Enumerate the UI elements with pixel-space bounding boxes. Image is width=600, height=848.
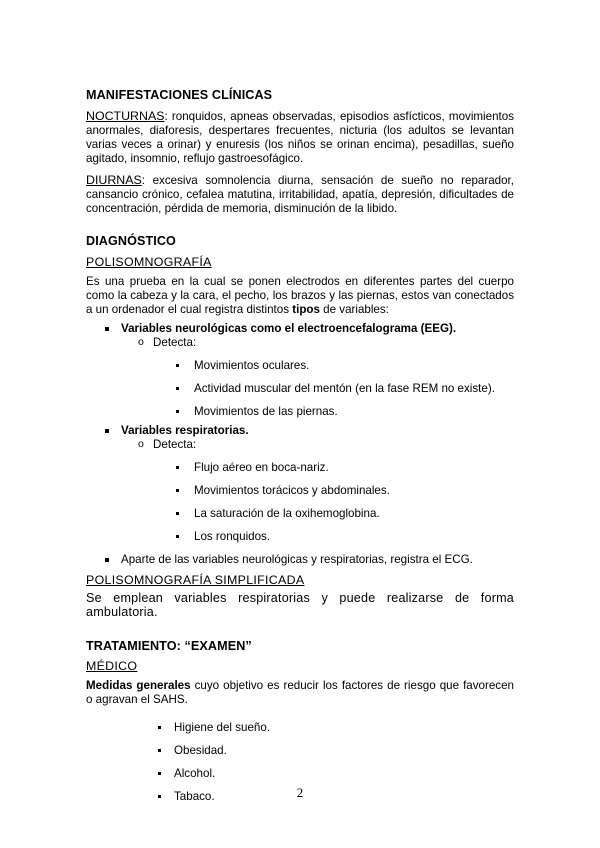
medidas-paragraph — [86, 679, 514, 707]
list-item-resp-2 — [86, 507, 514, 521]
resp-label: Variables respiratorias. — [121, 424, 249, 437]
medida-item-text: Tabaco. — [174, 790, 215, 803]
variables-list — [86, 322, 514, 567]
list-item-medida-1 — [86, 744, 514, 758]
list-item-neuro-0 — [86, 359, 514, 373]
list-item-resp-0 — [86, 461, 514, 475]
list-item-neuro — [86, 322, 514, 336]
resp-item-text: Flujo aéreo en boca-nariz. — [194, 461, 329, 474]
neuro-detecta: Detecta: — [153, 336, 197, 349]
list-item-resp — [86, 424, 514, 438]
neuro-label: Variables neurológicas como el electroencefalograma (EEG). — [121, 322, 457, 335]
list-item-resp-detecta — [86, 438, 514, 452]
document-page — [86, 88, 514, 813]
resp-item-text: Los ronquidos. — [194, 530, 271, 543]
tratamiento-heading: TRATAMIENTO: “EXAMEN” — [86, 639, 252, 653]
medida-item-text: Obesidad. — [174, 744, 227, 757]
medico-heading: MÉDICO — [86, 659, 138, 673]
medidas-bold: Medidas generales — [86, 679, 191, 692]
medidas-text: cuyo objetivo es reducir los factores de riesgo que favorecen o agravan el SAHS. — [86, 679, 514, 706]
list-item-neuro-2 — [86, 405, 514, 419]
resp-detecta: Detecta: — [153, 438, 197, 451]
page-number: 2 — [296, 785, 304, 800]
list-item-neuro-detecta — [86, 336, 514, 350]
nocturnas-paragraph — [86, 109, 514, 166]
diagnostico-heading: DIAGNÓSTICO — [86, 234, 176, 248]
intro-text-2: de variables: — [319, 303, 389, 316]
list-item-medida-2 — [86, 767, 514, 781]
polisomnografia-simplificada-heading: POLISOMNOGRAFÍA SIMPLIFICADA — [86, 573, 305, 587]
resp-item-text: Movimientos torácicos y abdominales. — [194, 484, 390, 497]
manifestaciones-heading: MANIFESTACIONES CLÍNICAS — [86, 88, 273, 102]
nocturnas-text: : ronquidos, apneas observadas, episodios asfícticos, movimientos anormales, diaforesis, despertares frecuentes, nicturia (los adultos se levantan varias veces a orinar) y enuresis (los niños se orinan encima), pesadillas, sueño agitado, insomnio, reflujo gastroesofágico. — [86, 110, 514, 165]
diurnas-paragraph — [86, 173, 514, 216]
nocturnas-label: NOCTURNAS — [86, 109, 165, 123]
neuro-item-text: Movimientos de las piernas. — [194, 405, 338, 418]
list-item-resp-3 — [86, 530, 514, 544]
polisomnografia-intro — [86, 275, 514, 317]
intro-text-1: Es una prueba en la cual se ponen electrodos en diferentes partes del cuerpo como la cabeza y la cara, el pecho, los brazos y las piernas, estos van conectados a un ordenador el cual registra distintos — [86, 275, 514, 316]
polisomnografia-heading: POLISOMNOGRAFÍA — [86, 255, 212, 269]
neuro-item-text: Movimientos oculares. — [194, 359, 310, 372]
resp-item-text: La saturación de la oxihemoglobina. — [194, 507, 380, 520]
diurnas-label: DIURNAS — [86, 173, 142, 187]
list-item-resp-1 — [86, 484, 514, 498]
neuro-item-text: Actividad muscular del mentón (en la fase REM no existe). — [194, 382, 495, 395]
medida-item-text: Higiene del sueño. — [174, 721, 271, 734]
diurnas-text: : excesiva somnolencia diurna, sensación de sueño no reparador, cansancio crónico, cefalea matutina, irritabilidad, apatía, depresión, dificultades de concentración, pérdida de memoria, disminución de la libido. — [86, 174, 514, 215]
list-item-ecg — [86, 553, 514, 567]
intro-bold-tipos: tipos — [292, 303, 320, 316]
ecg-text: Aparte de las variables neurológicas y respiratorias, registra el ECG. — [121, 553, 473, 566]
medida-item-text: Alcohol. — [174, 767, 216, 780]
list-item-medida-0 — [86, 721, 514, 735]
simplificada-text: Se emplean variables respiratorias y puede realizarse de forma ambulatoria. — [86, 591, 514, 619]
list-item-neuro-1 — [86, 382, 514, 396]
